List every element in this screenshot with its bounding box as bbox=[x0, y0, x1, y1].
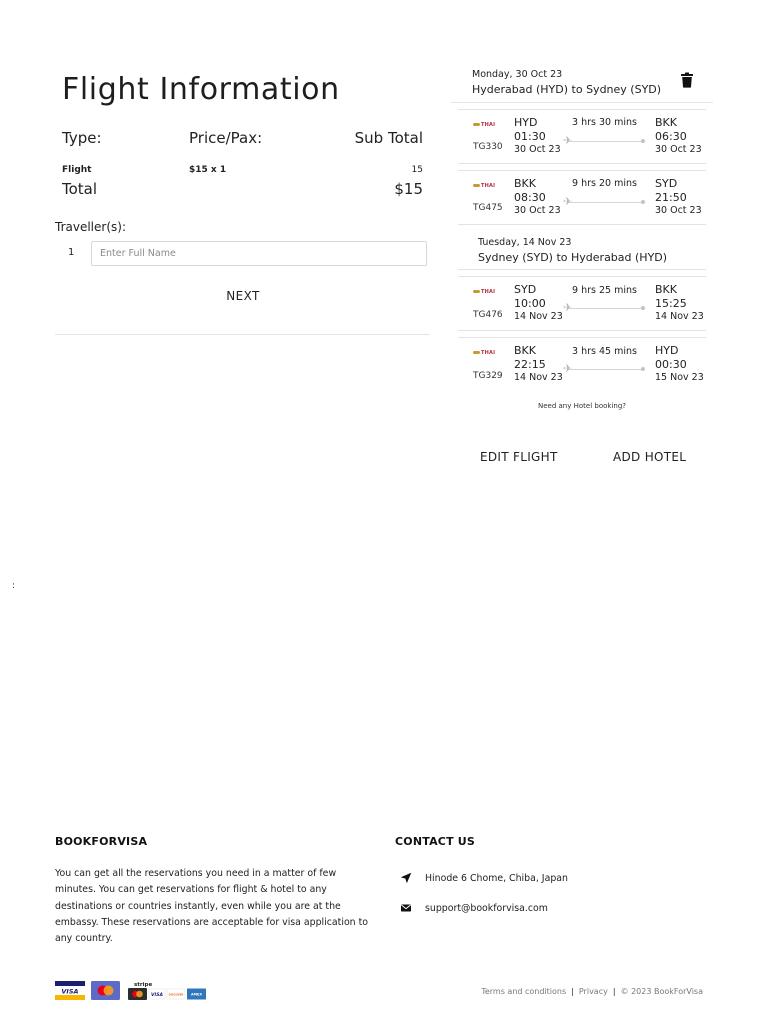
link-separator: | bbox=[571, 987, 574, 996]
divider bbox=[458, 269, 706, 270]
flight-duration: 3 hrs 45 mins bbox=[572, 346, 637, 357]
arrival-date: 30 Oct 23 bbox=[655, 144, 702, 155]
page-title: Flight Information bbox=[62, 72, 340, 107]
departure-time: 22:15 bbox=[514, 358, 546, 371]
visa-small-text: VISA bbox=[151, 993, 163, 998]
route-line bbox=[567, 202, 644, 203]
subtotal-column-header: Sub Total bbox=[354, 129, 423, 147]
airline-name: THAI bbox=[481, 122, 496, 128]
divider bbox=[458, 163, 706, 164]
copyright-text: © 2023 BookForVisa bbox=[620, 987, 703, 996]
arrival-time: 21:50 bbox=[655, 191, 687, 204]
flight-number: TG475 bbox=[473, 203, 503, 213]
flight-duration: 9 hrs 25 mins bbox=[572, 285, 637, 296]
airline-logo-mark bbox=[473, 184, 480, 187]
airline-logo bbox=[473, 183, 495, 189]
segment-date: Monday, 30 Oct 23 bbox=[472, 69, 563, 80]
arrival-dot bbox=[641, 306, 645, 310]
add-hotel-button[interactable]: ADD HOTEL bbox=[613, 450, 687, 464]
arrival-date: 15 Nov 23 bbox=[655, 372, 704, 383]
total-label: Total bbox=[62, 180, 98, 198]
flight-duration: 3 hrs 30 mins bbox=[572, 117, 637, 128]
airline-logo-mark bbox=[473, 351, 480, 354]
segment-route: Sydney (SYD) to Hyderabad (HYD) bbox=[478, 251, 668, 264]
airline-name: THAI bbox=[481, 183, 496, 189]
airline-name: THAI bbox=[481, 289, 496, 295]
arrival-time: 15:25 bbox=[655, 297, 687, 310]
departure-date: 30 Oct 23 bbox=[514, 144, 561, 155]
route-line bbox=[567, 141, 644, 142]
arrival-date: 30 Oct 23 bbox=[655, 205, 702, 216]
arrival-dot bbox=[641, 367, 645, 371]
footer-contact-heading: CONTACT US bbox=[395, 835, 476, 848]
footer-brand-heading: BOOKFORVISA bbox=[55, 835, 148, 848]
departure-code: BKK bbox=[514, 177, 536, 190]
footer-email[interactable]: support@bookforvisa.com bbox=[425, 903, 548, 914]
divider bbox=[458, 330, 706, 331]
airline-logo bbox=[473, 350, 495, 356]
travellers-label: Traveller(s): bbox=[55, 220, 126, 234]
segment-date: Tuesday, 14 Nov 23 bbox=[478, 237, 572, 248]
route-line bbox=[567, 308, 644, 309]
plane-icon: ✈ bbox=[563, 362, 573, 375]
arrival-time: 06:30 bbox=[655, 130, 687, 143]
arrival-code: SYD bbox=[655, 177, 678, 190]
flight-duration: 9 hrs 20 mins bbox=[572, 178, 637, 189]
airline-logo-mark bbox=[473, 290, 480, 293]
airline-logo-mark bbox=[473, 123, 480, 126]
stripe-text: stripe bbox=[134, 982, 153, 988]
traveller-name-input[interactable] bbox=[91, 241, 427, 266]
segment-route: Hyderabad (HYD) to Sydney (SYD) bbox=[472, 83, 662, 96]
arrival-dot bbox=[641, 200, 645, 204]
visa-card-text: VISA bbox=[61, 987, 79, 996]
divider bbox=[458, 109, 706, 110]
arrival-dot bbox=[641, 139, 645, 143]
departure-date: 30 Oct 23 bbox=[514, 205, 561, 216]
divider bbox=[458, 224, 706, 225]
divider bbox=[451, 102, 713, 103]
next-button[interactable]: NEXT bbox=[212, 286, 274, 306]
envelope-icon bbox=[400, 902, 412, 914]
terms-link[interactable]: Terms and conditions bbox=[481, 987, 567, 996]
plane-icon: ✈ bbox=[563, 134, 573, 147]
arrival-code: HYD bbox=[655, 344, 679, 357]
plane-icon: ✈ bbox=[563, 301, 573, 314]
divider bbox=[458, 276, 706, 277]
discover-text: DISCOVER bbox=[168, 993, 184, 997]
airline-logo bbox=[473, 289, 495, 295]
row-subtotal: 15 bbox=[411, 165, 423, 175]
departure-date: 14 Nov 23 bbox=[514, 311, 563, 322]
privacy-link[interactable]: Privacy bbox=[578, 987, 608, 996]
visa-card-icon bbox=[55, 981, 85, 1000]
flight-number: TG476 bbox=[473, 310, 503, 320]
link-separator: | bbox=[612, 987, 616, 996]
departure-time: 08:30 bbox=[514, 191, 546, 204]
airline-logo bbox=[473, 122, 495, 128]
traveller-index: 1 bbox=[68, 247, 75, 258]
trash-icon[interactable] bbox=[680, 72, 694, 88]
row-price: $15 x 1 bbox=[189, 165, 227, 175]
row-type: Flight bbox=[62, 165, 92, 175]
departure-code: SYD bbox=[514, 283, 537, 296]
divider bbox=[55, 334, 430, 335]
footer-address: Hinode 6 Chome, Chiba, Japan bbox=[425, 873, 568, 884]
arrival-code: BKK bbox=[655, 283, 677, 296]
footer-about-text: You can get all the reservations you need in a matter of few minutes. You can get reservations for flight & hotel to any destinations or countries instantly, even while you are at the embassy. These reservations are acceptable for visa application to any country. bbox=[55, 868, 369, 945]
arrival-time: 00:30 bbox=[655, 358, 687, 371]
plane-icon: ✈ bbox=[563, 195, 573, 208]
stray-mark: : bbox=[12, 581, 16, 591]
footer-links bbox=[481, 987, 703, 996]
departure-date: 14 Nov 23 bbox=[514, 372, 563, 383]
departure-time: 10:00 bbox=[514, 297, 546, 310]
hotel-booking-question: Need any Hotel booking? bbox=[538, 402, 626, 410]
route-line bbox=[567, 369, 644, 370]
location-arrow-icon bbox=[400, 872, 412, 884]
flight-number: TG330 bbox=[473, 142, 503, 152]
stripe-payments-icon bbox=[127, 980, 207, 1001]
type-column-header: Type: bbox=[62, 129, 102, 147]
price-column-header: Price/Pax: bbox=[189, 129, 263, 147]
divider bbox=[458, 337, 706, 338]
flight-number: TG329 bbox=[473, 371, 503, 381]
airline-name: THAI bbox=[481, 350, 496, 356]
departure-code: BKK bbox=[514, 344, 536, 357]
total-value: $15 bbox=[394, 180, 423, 198]
arrival-date: 14 Nov 23 bbox=[655, 311, 704, 322]
arrival-code: BKK bbox=[655, 116, 677, 129]
divider bbox=[458, 170, 706, 171]
amex-text: AMEX bbox=[191, 992, 202, 997]
edit-flight-button[interactable]: EDIT FLIGHT bbox=[480, 450, 558, 464]
departure-code: HYD bbox=[514, 116, 538, 129]
mastercard-icon bbox=[91, 981, 120, 1000]
departure-time: 01:30 bbox=[514, 130, 546, 143]
